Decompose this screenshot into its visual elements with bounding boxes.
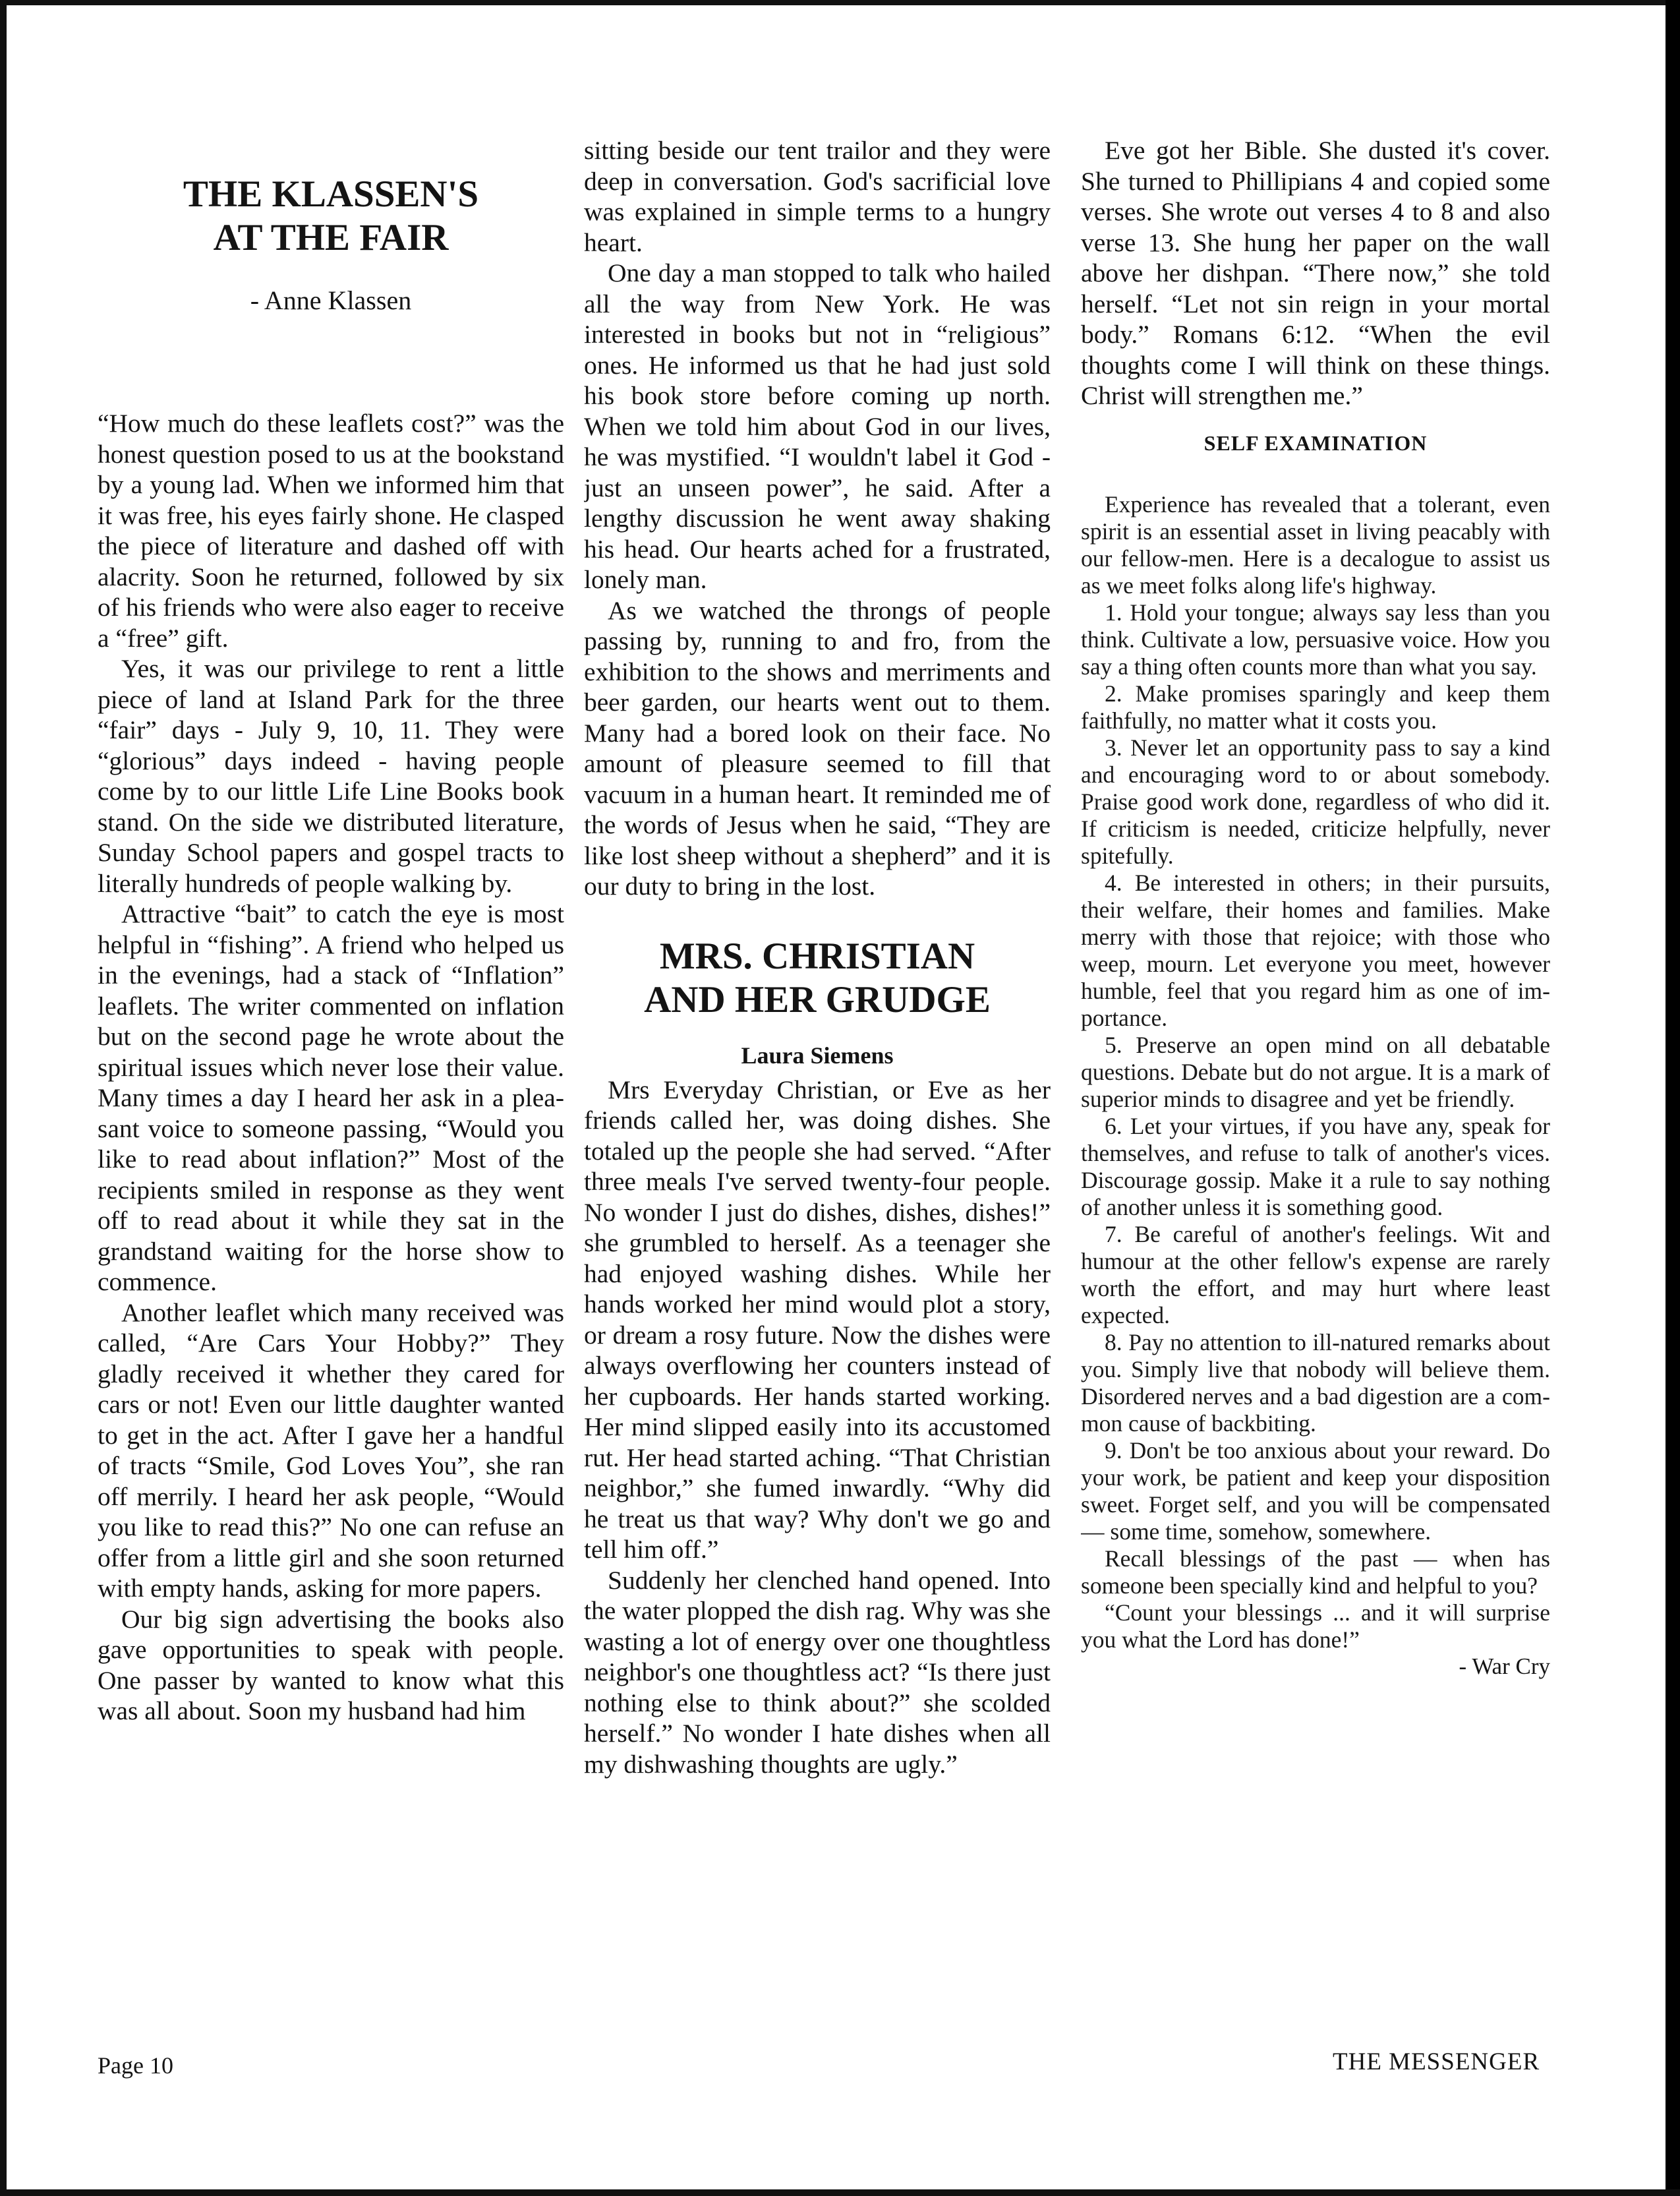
page-number: Page 10 xyxy=(98,2052,173,2079)
attribution: - War Cry xyxy=(1459,1653,1550,1679)
list-item: 4. Be interested in others; in their pursuits, their welfare, their homes and families. Make merry with those that rejoice; with those who weep, mourn. Let everyone you meet, however humble, feel that you regard him as one of importance. xyxy=(1081,869,1550,1031)
paragraph: sitting beside our tent trailor and they were deep in conversation. God's sacrificial love was explained in simple terms to a hungry heart. xyxy=(584,136,1051,257)
paragraph: Attractive “bait” to catch the eye is most helpful in “fishing”. A friend who helped us in the evenings, had a stack of “Inflation” leaflets. The writer commented on inflation but on the second page he wrote about the spiritual issues which never lose their value. Many times a day I heard her ask in a pleasant voice to someone passing, “Would you like to read about inflation?” Most of the recipients smiled in response as they went off to read about it while they sat in the grandstand waiting for the horse show to commence. xyxy=(98,899,564,1296)
column-2 xyxy=(584,135,1051,2047)
scan-border-left xyxy=(0,0,7,2196)
title-line-1: THE KLASSEN'S xyxy=(183,173,479,215)
paragraph: “Count your blessings ... and it will surprise you what the Lord has done!” xyxy=(1081,1599,1550,1653)
paragraph: Our big sign advertising the books also gave opportunities to speak with people. One passer by wanted to know what this was all about. Soon my husband had him xyxy=(98,1604,564,1725)
paragraph: Yes, it was our privilege to rent a little piece of land at Island Park for the three “fair” days - July 9, 10, 11. They were “glorious” days indeed - having people come by to our little Life Line Books book stand. On the side we distributed literature, Sunday School papers and gospel tracts to literally hundreds of people walking by. xyxy=(98,654,564,898)
title-line-2: AT THE FAIR xyxy=(213,217,449,258)
paragraph: One day a man stopped to talk who hailed all the way from New York. He was interested in books but not in “religious” ones. He informed us that he had just sold his book store before coming up north. When we told him about God in our lives, he was mystified. “I wouldn't label it God - just an unseen power”, he said. After a lengthy discussion he went away shaking his head. Our hearts ached for a frustrated, lonely man. xyxy=(584,258,1051,594)
paragraph: “How much do these leaflets cost?” was the honest question posed to us at the bookstand by a young lad. When we informed him that it was free, his eyes fairly shone. He clasped the piece of literature and dashed off with alacrity. Soon he returned, followed by six of his friends who were also eager to receive a “free” gift. xyxy=(98,409,564,653)
paragraph: Experience has revealed that a tolerant, even spirit is an essential asset in living peacably with our fellow-men. Here is a decalogue to assist us as we meet folks along life's highway. xyxy=(1081,490,1550,599)
column-3 xyxy=(1081,135,1550,2047)
list-item: 2. Make promises sparingly and keep them faithfully, no matter what it costs you. xyxy=(1081,680,1550,734)
list-item: 9. Don't be too anxious about your reward. Do your work, be patient and keep your disposition sweet. Forget self, and you will be compensated — some time, somehow, somewhere. xyxy=(1081,1437,1550,1545)
byline-anne-klassen: - Anne Klassen xyxy=(250,285,412,315)
byline-laura-siemens: Laura Siemens xyxy=(741,1042,894,1069)
title-line-2: AND HER GRUDGE xyxy=(644,978,991,1021)
list-item: 1. Hold your tongue; always say less than you think. Cultivate a low, persuasive voice. How you say a thing often counts more than what you say. xyxy=(1081,599,1550,680)
title-line-1: MRS. CHRISTIAN xyxy=(659,935,975,977)
article-title-klassens xyxy=(98,173,564,260)
list-item: 6. Let your virtues, if you have any, speak for themselves, and refuse to talk of another's vices. Discourage gossip. Make it a rule to say nothing of another unless it is something good. xyxy=(1081,1112,1550,1220)
subhead-self-examination: SELF EXAMINATION xyxy=(1203,430,1428,455)
publication-name: THE MESSENGER xyxy=(1333,2048,1540,2075)
scan-border-right xyxy=(1666,0,1680,2196)
article-title-mrs-christian xyxy=(584,935,1051,1022)
paragraph: Suddenly her clenched hand opened. Into the water plopped the dish rag. Why was she wasting a lot of energy over one thoughtless neighbor's one thoughtless act? “Is there just nothing else to think about?” she scolded herself.” No wonder I hate dishes when all my dishwashing thoughts are ugly.” xyxy=(584,1565,1051,1779)
list-item: 3. Never let an opportunity pass to say a kind and encouraging word to or about somebody. Praise good work done, regardless of who did it. If criticism is needed, criticize helpfully, never spitefully. xyxy=(1081,734,1550,869)
list-item: 5. Preserve an open mind on all debatable questions. Debate but do not argue. It is a mark of superior minds to disagree and yet be friendly. xyxy=(1081,1031,1550,1112)
paragraph: Eve got her Bible. She dusted it's cover. She turned to Phillipians 4 and copied some verses. She wrote out verses 4 to 8 and also verse 13. She hung her paper on the wall above her dishpan. “There now,” she told herself. “Let not sin reign in your mortal body.” Romans 6:12. “When the evil thoughts come I will think on these things. Christ will strengthen me.” xyxy=(1081,136,1550,410)
scan-border-bottom xyxy=(0,2189,1680,2196)
scan-border-top xyxy=(0,0,1680,5)
list-item: 8. Pay no attention to ill-natured remarks about you. Simply live that nobody will believe them. Disordered nerves and a bad digestion are a common cause of backbiting. xyxy=(1081,1328,1550,1437)
list-item: 7. Be careful of another's feelings. Wit and humour at the other fellow's expense are rarely worth the effort, and may hurt where least expected. xyxy=(1081,1220,1550,1328)
paragraph: Recall blessings of the past — when has someone been specially kind and helpful to you? xyxy=(1081,1545,1550,1599)
paragraph: Another leaflet which many received was called, “Are Cars Your Hobby?” They gladly received it whether they cared for cars or not! Even our little daughter wanted to get in the act. After I gave her a handful of tracts “Smile, God Loves You”, she ran off merrily. I heard her ask people, “Would you like to read this?” No one can refuse an offer from a little girl and she soon returned with empty hands, asking for more papers. xyxy=(98,1297,564,1603)
column-1 xyxy=(98,132,564,2044)
paragraph: Mrs Everyday Christian, or Eve as her friends called her, was doing dishes. She totaled up the people she had served. “After three meals I've served twenty-four people. No wonder I just do dishes, dishes, dishes!” she grumbled to herself. As a teenager she had enjoyed washing dishes. While her hands worked her mind would plot a story, or dream a rosy future. Now the dishes were always overflowing her counters instead of her cupboards. Her hands started working. Her mind slipped easily into its accustomed rut. Her head started aching. “That Christian neighbor,” she fumed inwardly. “Why did he treat us that way? Why don't we go and tell him off.” xyxy=(584,1075,1051,1564)
paragraph: As we watched the throngs of people passing by, running to and fro, from the exhibition to the shows and merriments and beer garden, our hearts went out to them. Many had a bored look on their face. No amount of pleasure seemed to fill that vacuum in a human heart. It reminded me of the words of Jesus when he said, “They are like lost sheep without a shepherd” and it is our duty to bring in the lost. xyxy=(584,595,1051,901)
